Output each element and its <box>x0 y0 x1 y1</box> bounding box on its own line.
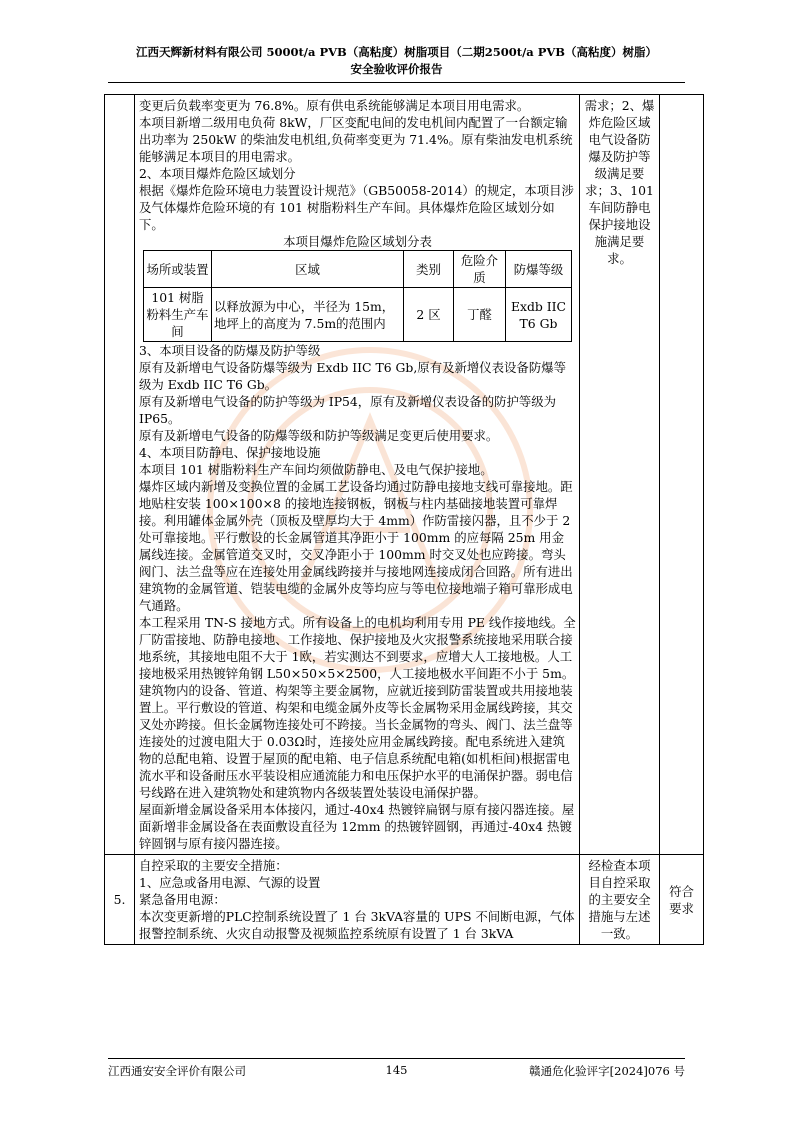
zone-table-cell: 101 树脂粉料生产车间 <box>144 288 212 342</box>
paragraph: 1、应急或备用电源、气源的设置 <box>139 875 321 890</box>
paragraph: 本项目 101 树脂粉料生产车间均须做防静电、及电气保护接地。 <box>139 462 493 477</box>
zone-table-cell: 以释放源为中心，半径为 15m，地坪上的高度为 7.5m的范围内 <box>212 288 404 342</box>
zone-table-header: 区域 <box>212 251 404 288</box>
paragraph: 3、本项目设备的防爆及防护等级 <box>139 343 321 358</box>
result-cell <box>660 95 704 855</box>
zone-table-header: 危险介质 <box>454 251 506 288</box>
zone-table-cell: 2 区 <box>404 288 454 342</box>
paragraph: 紧急备用电源： <box>139 892 226 907</box>
page-header <box>108 44 685 78</box>
zone-table-header: 场所或装置 <box>144 251 212 288</box>
evaluation-table <box>104 94 704 945</box>
result-text: 符合要求 <box>660 855 704 945</box>
content-cell <box>135 855 580 945</box>
page-number: 145 <box>385 1063 408 1077</box>
paragraph: 根据《爆炸危险环境电力装置设计规范》（GB50058-2014）的规定，本项目涉及气体爆炸危险环境的有 101 树脂粉料生产车间。具体爆炸危险区域划分如下。 <box>139 183 574 232</box>
zone-table-cell: 丁醛 <box>454 288 506 342</box>
conclusion-text: 需求；2、爆炸危险区域电气设备防爆及防护等级满足要求；3、101 车间防静电保护接地设施满足要求。 <box>584 98 655 266</box>
paragraph: 变更后负载率变更为 76.8%。原有供电系统能够满足本项目用电需求。 <box>139 98 530 113</box>
zone-table-caption: 本项目爆炸危险区域划分表 <box>283 234 432 249</box>
paragraph: 原有及新增电气设备的防护等级为 IP54，原有及新增仪表设备的防护等级为 IP65。 <box>139 394 557 426</box>
zone-table-header: 防爆等级 <box>506 251 572 288</box>
conclusion-cell <box>580 95 660 855</box>
header-title-line2: 安全验收评价报告 <box>350 62 443 76</box>
paragraph: 本项目新增二级用电负荷 8kW，厂区变配电间的发电机间内配置了一台额定输出功率为 250kW 的柴油发电机组,负荷率变更为 71.4%。原有柴油发电机系统能够满足本项目的用电需求。 <box>139 115 573 164</box>
content-cell <box>135 95 580 855</box>
paragraph: 自控采取的主要安全措施： <box>139 858 288 873</box>
paragraph: 屋面新增金属设备采用本体接闪，通过-40x4 热镀锌扁钢与原有接闪器连接。屋面新增非金属设备在表面敷设直径为 12mm 的热镀锌圆钢，再通过-40x4 热镀锌圆钢与原有接闪器连接。 <box>139 802 575 851</box>
paragraph: 本次变更新增的PLC控制系统设置了 1 台 3kVA容量的 UPS 不间断电源，气体报警控制系统、火灾自动报警及视频监控系统原有设置了 1 台 3kVA <box>139 909 575 941</box>
paragraph: 原有及新增电气设备的防爆等级和防护等级满足变更后使用要求。 <box>139 428 499 443</box>
footer-rule <box>108 1058 685 1059</box>
row-number-cell <box>105 95 135 855</box>
header-rule <box>108 82 685 83</box>
paragraph: 4、本项目防静电、保护接地设施 <box>139 445 321 460</box>
footer-company: 江西通安安全评价有限公司 <box>108 1064 246 1078</box>
table-row <box>105 95 704 855</box>
paragraph: 原有及新增电气设备防爆等级为 Exdb IIC T6 Gb,原有及新增仪表设备防爆等级为 Exdb IIC T6 Gb。 <box>139 360 566 392</box>
conclusion-text: 经检查本项目自控采取的主要安全措施与左述一致。 <box>588 858 651 941</box>
conclusion-cell <box>580 855 660 945</box>
zone-table-header: 类别 <box>404 251 454 288</box>
zone-table-cell: Exdb IIC T6 Gb <box>506 288 572 342</box>
paragraph: 本工程采用 TN-S 接地方式。所有设备上的电机均利用专用 PE 线作接地线。全厂防雷接地、防静电接地、工作接地、保护接地及火灾报警系统接地采用联合接地系统，其接地电阻不大于 1欧，若实测达不到要求，应增大人工接地极。人工接地极采用热镀锌角钢 L50×50×5×2500，人工接地极水平间距不小于 5m。建筑物内的设备、管道、构架等主要金属物，应就近接到防雷装置或共用接地装置上。平行敷设的管道、构架和电缆金属外皮等长金属物采用金属线跨接，其交叉处亦跨接。但长金属物连接处可不跨接。当长金属物的弯头、阀门、法兰盘等连接处的过渡电阻大于 0.03Ω时，连接处应用金属线跨接。配电系统进入建筑物的总配电箱、设置于屋顶的配电箱、电子信息系统配电箱(如机柜间)根据雷电流水平和设备耐压水平装设相应通流能力和电压保护水平的电涌保护器。弱电信号线路在进入建筑物处和建筑物内各级装置处装设电涌保护器。 <box>139 615 576 800</box>
header-title-line1: 江西天辉新材料有限公司 5000t/a PVB（高粘度）树脂项目（二期2500t/a PVB（高粘度）树脂） <box>135 45 658 59</box>
zone-table <box>143 250 572 342</box>
table-row <box>105 855 704 945</box>
row-number: 5. <box>105 855 135 945</box>
paragraph: 爆炸区域内新增及变换位置的金属工艺设备均通过防静电接地支线可靠接地。距地贴柱安装 100×100×8 的接地连接钢板，钢板与柱内基础接地装置可靠焊接。利用罐体金属外壳（顶板及壁厚均大于 4mm）作防雷接闪器，且不少于 2 处可靠接地。平行敷设的长金属管道其净距小于 100mm 的应每隔 25m 用金属线连接。金属管道交叉时，交叉净距小于 100mm 时交叉处也应跨接。弯头阀门、法兰盘等应在连接处用金属线跨接并与接地网连接成闭合回路。所有进出建筑物的金属管道、铠装电缆的金属外皮等均应与等电位接地端子箱可靠形成电气通路。 <box>139 479 573 613</box>
footer-doc-number: 赣通危化验评字[2024]076 号 <box>529 1064 685 1078</box>
paragraph: 2、本项目爆炸危险区域划分 <box>139 166 296 181</box>
